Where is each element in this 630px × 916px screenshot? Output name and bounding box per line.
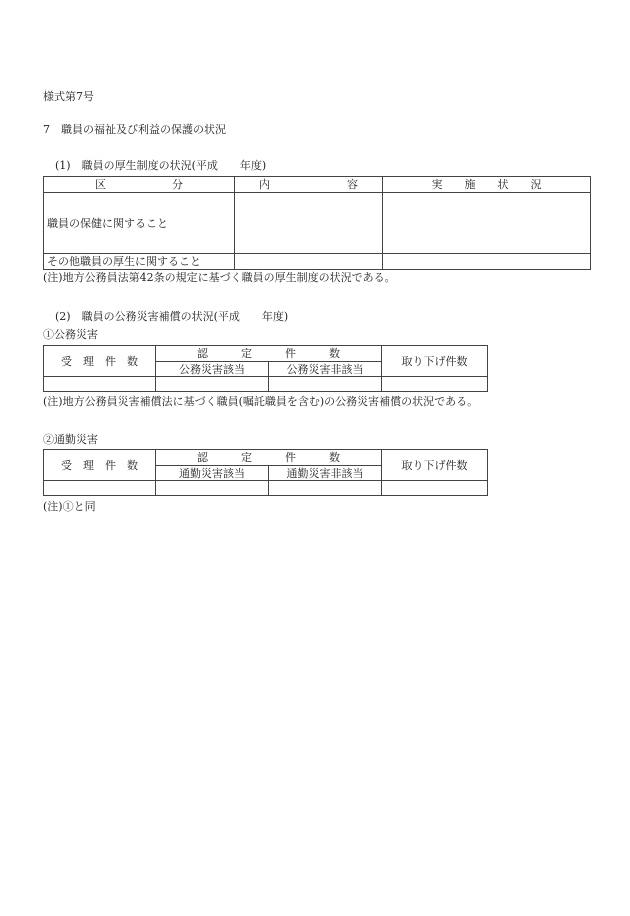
form-number: 様式第7号 (43, 90, 94, 103)
header-applicable: 通勤災害該当 (156, 466, 269, 481)
row-status-cell (383, 254, 591, 270)
public-duty-table (43, 345, 488, 392)
header-not-applicable: 公務災害非該当 (269, 362, 382, 377)
cell-not-applicable (269, 481, 382, 496)
row-status-cell (383, 193, 591, 254)
public-duty-subtitle: ①公務災害 (43, 328, 98, 341)
header-received: 受 理 件 数 (44, 346, 156, 377)
commuting-subtitle: ②通勤災害 (43, 433, 98, 446)
row-category: その他職員の厚生に関すること (44, 254, 235, 270)
cell-applicable (156, 481, 269, 496)
header-certified: 認 定 件 数 (156, 346, 382, 362)
header-withdrawn: 取り下げ件数 (382, 346, 488, 377)
commuting-table (43, 449, 488, 496)
part2-title: (2) 職員の公務災害補償の状況(平成 年度) (55, 310, 289, 323)
row-content-cell (235, 193, 383, 254)
cell-not-applicable (269, 377, 382, 392)
cell-received (44, 377, 156, 392)
cell-withdrawn (382, 481, 488, 496)
section-title: 7 職員の福祉及び利益の保護の状況 (43, 123, 226, 136)
cell-received (44, 481, 156, 496)
cell-withdrawn (382, 377, 488, 392)
part1-note: (注)地方公務員法第42条の規定に基づく職員の厚生制度の状況である。 (43, 271, 396, 284)
header-received: 受 理 件 数 (44, 450, 156, 481)
row-category: 職員の保健に関すること (44, 193, 235, 254)
header-status: 実 施 状 況 (383, 177, 591, 193)
commuting-note: (注)①と同 (43, 500, 96, 513)
header-applicable: 公務災害該当 (156, 362, 269, 377)
cell-applicable (156, 377, 269, 392)
part1-title: (1) 職員の厚生制度の状況(平成 年度) (55, 159, 267, 172)
row-content-cell (235, 254, 383, 270)
header-withdrawn: 取り下げ件数 (382, 450, 488, 481)
public-duty-note: (注)地方公務員災害補償法に基づく職員(嘱託職員を含む)の公務災害補償の状況である。 (43, 395, 479, 408)
header-certified: 認 定 件 数 (156, 450, 382, 466)
header-not-applicable: 通勤災害非該当 (269, 466, 382, 481)
header-category: 区 分 (44, 177, 235, 193)
welfare-system-table (43, 176, 591, 270)
header-content: 内 容 (235, 177, 383, 193)
